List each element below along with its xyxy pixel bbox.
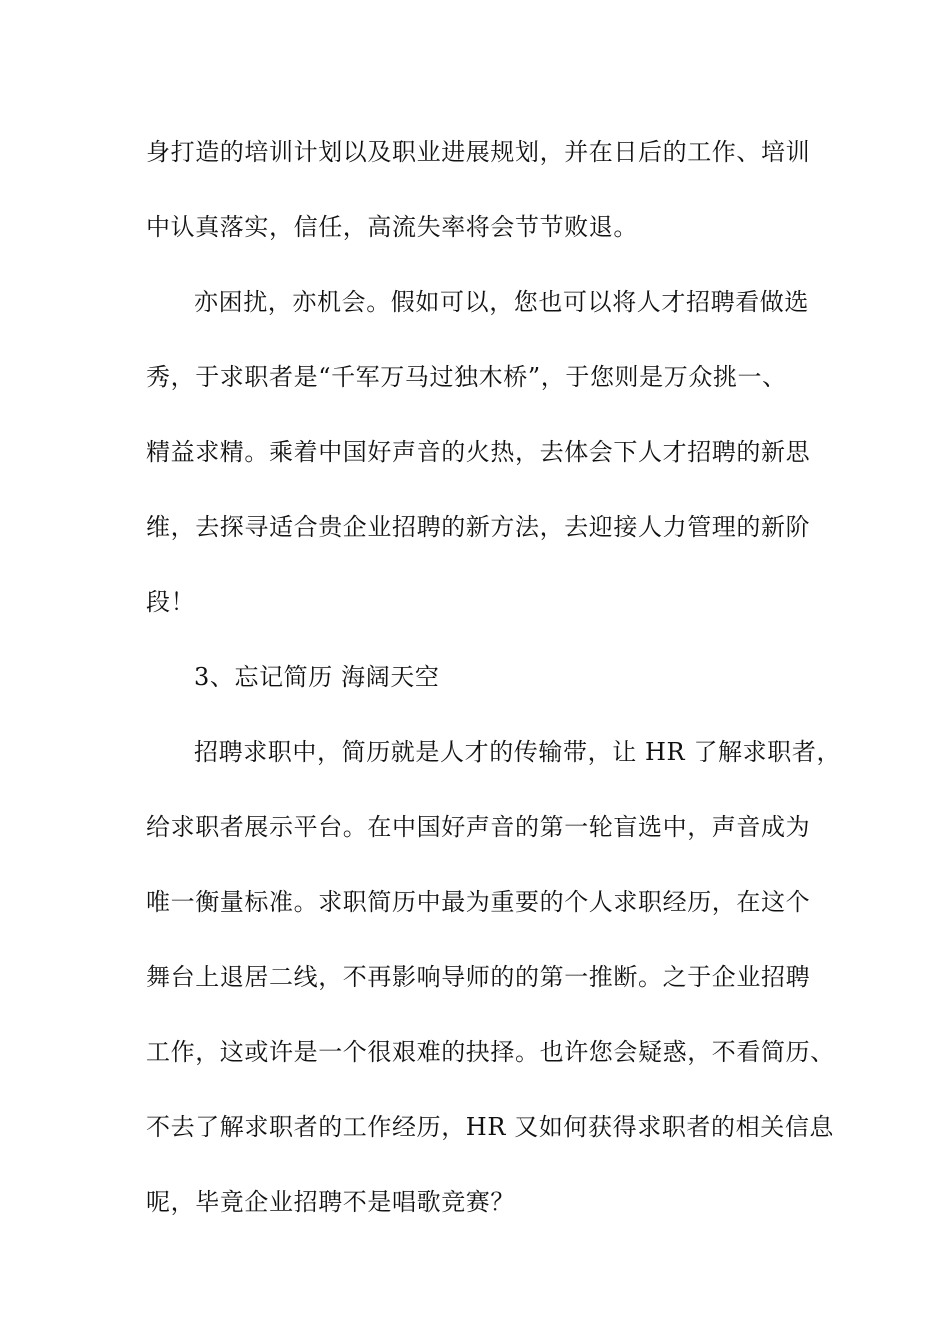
paragraph-line: 身打造的培训计划以及职业进展规划，并在日后的工作、培训 bbox=[146, 138, 811, 166]
paragraph-line: 维，去探寻适合贵企业招聘的新方法，去迎接人力管理的新阶 bbox=[146, 513, 811, 541]
paragraph-line: 中认真落实，信任，高流失率将会节节败退。 bbox=[146, 213, 638, 241]
paragraph-line: 段！ bbox=[146, 588, 196, 616]
paragraph-line: 呢，毕竟企业招聘不是唱歌竞赛？ bbox=[146, 1188, 515, 1216]
paragraph-line: 招聘求职中，简历就是人才的传输带，让 HR 了解求职者， bbox=[194, 738, 842, 766]
paragraph-line: 给求职者展示平台。在中国好声音的第一轮盲选中，声音成为 bbox=[146, 813, 811, 841]
paragraph-line: 唯一衡量标准。求职简历中最为重要的个人求职经历，在这个 bbox=[146, 888, 811, 916]
paragraph-line: 精益求精。乘着中国好声音的火热，去体会下人才招聘的新思 bbox=[146, 438, 811, 466]
paragraph-line: 亦困扰，亦机会。假如可以，您也可以将人才招聘看做选 bbox=[194, 288, 809, 316]
section-heading: 3、忘记简历 海阔天空 bbox=[194, 663, 440, 691]
paragraph-line: 工作，这或许是一个很艰难的抉择。也许您会疑惑，不看简历、 bbox=[146, 1038, 835, 1066]
paragraph-line: 舞台上退居二线，不再影响导师的的第一推断。之于企业招聘 bbox=[146, 963, 811, 991]
paragraph-line: 秀，于求职者是“千军万马过独木桥”，于您则是万众挑一、 bbox=[146, 363, 787, 391]
paragraph-line: 不去了解求职者的工作经历，HR 又如何获得求职者的相关信息 bbox=[146, 1113, 835, 1141]
